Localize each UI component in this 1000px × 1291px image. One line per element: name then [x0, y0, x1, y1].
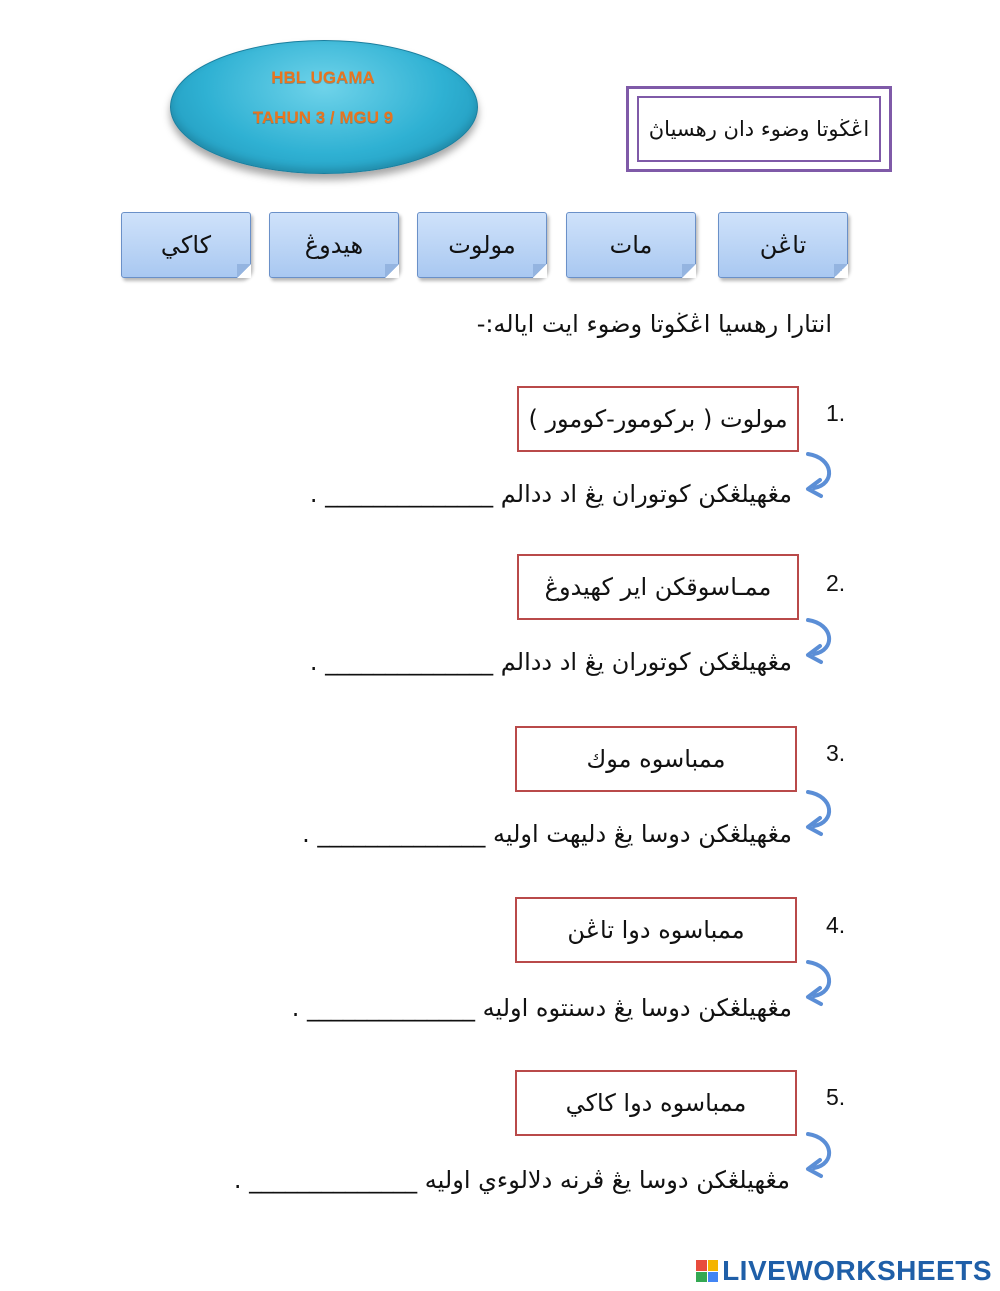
word-card-2[interactable]: مات [566, 212, 696, 278]
page-title: اڠڬوتا وضوء دان رهسياڽ [648, 117, 870, 141]
item-number-5: 5. [826, 1084, 846, 1110]
answer-box-1: مولوت ( بركومور-كومور ) [517, 386, 799, 452]
sentence-4: مڠهيلڠكن دوسا يڠ دسنتوه اوليه ______________ . [291, 994, 792, 1022]
sentence-1: مڠهيلڠكن كوتوران يڠ اد ددالم ______________ . [309, 480, 792, 508]
word-card-1[interactable]: تاڠن [718, 212, 848, 278]
answer-box-5: ممباسوه دوا كاكي [515, 1070, 797, 1136]
curved-arrow-icon [800, 786, 840, 842]
badge-line-1: HBL UGAMA [271, 68, 375, 87]
curved-arrow-icon [800, 614, 840, 670]
sentence-5: مڠهيلڠكن دوسا يڠ ڤرنه دلالوءي اوليه ______________ . [233, 1166, 790, 1194]
sentence-3: مڠهيلڠكن دوسا يڠ دليهت اوليه ______________ . [302, 820, 792, 848]
curved-arrow-icon [800, 956, 840, 1012]
item-number-4: 4. [826, 912, 846, 938]
badge-line-2: TAHUN 3 / MGU 9 [252, 108, 394, 127]
answer-box-4: ممباسوه دوا تاڠن [515, 897, 797, 963]
word-card-3[interactable]: مولوت [417, 212, 547, 278]
instruction-text: انتارا رهسيا اڠڬوتا وضوء ايت اياله:- [476, 310, 832, 338]
logo-mark-icon [696, 1260, 718, 1282]
curved-arrow-icon [800, 448, 840, 504]
answer-box-3: ممباسوه موك [515, 726, 797, 792]
answer-box-2: ممـاسوقكن اير كهيدوڠ [517, 554, 799, 620]
item-number-2: 2. [826, 570, 846, 596]
logo-text: LIVEWORKSHEETS [722, 1255, 992, 1286]
liveworksheets-logo [696, 1255, 992, 1287]
sentence-2: مڠهيلڠكن كوتوران يڠ اد ددالم ______________ . [309, 648, 792, 676]
curved-arrow-icon [800, 1128, 840, 1184]
word-card-5[interactable]: كاكي [121, 212, 251, 278]
word-card-4[interactable]: هيدوڠ [269, 212, 399, 278]
item-number-1: 1. [826, 400, 846, 426]
item-number-3: 3. [826, 740, 846, 766]
header-badge [170, 40, 478, 174]
